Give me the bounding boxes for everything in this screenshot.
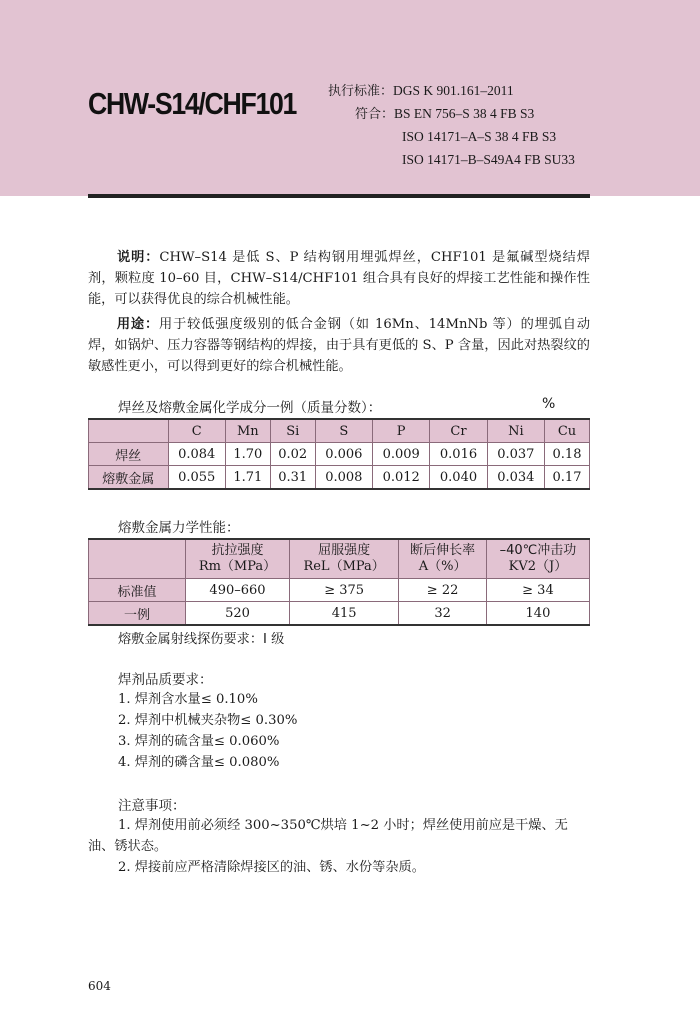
row-label: 熔敷金属 [89,466,169,490]
header-rule [88,194,590,198]
table-row [89,579,590,602]
table-header-cell: Ni [487,419,544,443]
note-text: 2. 焊接前应严格清除焊接区的油、锈、水份等杂质。 [118,860,425,875]
standards-block [328,80,575,172]
table-header-cell: Mn [225,419,270,443]
table-corner-cell [89,539,186,579]
list-item: 1. 焊剂含水量≤ 0.10% [118,692,258,707]
table-header-cell [486,539,589,579]
header-unit: Rm（MPa） [198,559,277,574]
description-label: 说明： [116,250,160,265]
table-cell: 0.084 [168,443,225,466]
conform-value: ISO 14171–A–S 38 4 FB S3 [402,129,557,144]
chem-unit: % [542,396,556,412]
notes-list [88,815,590,878]
table-cell: ≥ 22 [399,579,487,602]
table-cell: 0.008 [315,466,372,490]
row-label: 一例 [89,602,186,626]
description-text: CHW–S14 是低 S、P 结构钢用埋弧焊丝，CHF101 是氟碱型烧结焊剂，颗粒度 10–60 目，CHW–S14/CHF101 组合具有良好的焊接工艺性能和操作性能，可以获得优良的综合机械性能。 [88,250,590,307]
table-cell: 0.012 [373,466,430,490]
standard-value: DGS K 901.161–2011 [393,83,514,98]
header-cn: 抗拉强度 [211,543,264,558]
row-label: 标准值 [89,579,186,602]
header-cn: –40℃冲击功 [499,543,577,558]
flux-list [118,689,297,773]
table-header-cell [289,539,398,579]
conform-value: ISO 14171–B–S49A4 FB SU33 [402,152,575,167]
header-unit: KV2（J） [508,559,568,574]
table-header-cell: C [168,419,225,443]
table-header-cell [186,539,290,579]
list-item: 2. 焊剂中机械夹杂物≤ 0.30% [118,713,298,728]
table-cell: 0.17 [545,466,590,490]
header-unit: ReL（MPa） [303,559,385,574]
table-row [89,602,590,626]
mech-table [88,538,590,626]
header-cn: 屈服强度 [318,543,371,558]
table-header-row [89,539,590,579]
list-item: 3. 焊剂的硫含量≤ 0.060% [118,734,280,749]
conform-value: BS EN 756–S 38 4 FB S3 [394,106,535,121]
table-cell: 0.040 [430,466,487,490]
description-paragraph [88,247,590,310]
chem-table [88,418,590,490]
note-text: 1. 焊剂使用前必须经 300~350℃烘培 1~2 小时；焊丝使用前应是干燥、无油、锈状态。 [88,818,568,854]
header-unit: A（%） [418,559,467,574]
table-header-cell: P [373,419,430,443]
table-cell: 0.009 [373,443,430,466]
table-header-cell [399,539,487,579]
table-row [89,443,590,466]
notes-title: 注意事项： [118,798,186,814]
table-cell: 140 [486,602,589,626]
usage-paragraph [88,314,590,377]
table-cell: ≥ 34 [486,579,589,602]
table-header-cell: Cr [430,419,487,443]
table-cell: 1.71 [225,466,270,490]
table-header-cell: Si [270,419,315,443]
table-cell: ≥ 375 [289,579,398,602]
table-cell: 0.016 [430,443,487,466]
table-corner-cell [89,419,169,443]
table-cell: 490–660 [186,579,290,602]
list-item [88,857,590,878]
table-cell: 0.055 [168,466,225,490]
chem-table-title: 焊丝及熔敷金属化学成分一例（质量分数）： [118,400,382,416]
table-header-cell: S [315,419,372,443]
table-cell: 0.006 [315,443,372,466]
table-cell: 0.18 [545,443,590,466]
table-cell: 415 [289,602,398,626]
standard-label: 执行标准： [328,84,394,99]
product-title: CHW-S14/CHF101 [88,86,297,121]
list-item: 4. 焊剂的磷含量≤ 0.080% [118,755,280,770]
mech-table-title: 熔敷金属力学性能： [118,520,240,536]
radiography-note: 熔敷金属射线探伤要求：I 级 [118,632,285,647]
conform-label: 符合： [355,107,395,122]
table-cell: 1.70 [225,443,270,466]
list-item [88,815,590,857]
usage-text: 用于较低强度级别的低合金钢（如 16Mn、14MnNb 等）的埋弧自动焊，如锅炉、压力容器等钢结构的焊接，由于具有更低的 S、P 含量，因此对热裂纹的敏感性更小，可以得到更好的综合机械性能。 [88,317,591,374]
flux-title: 焊剂品质要求： [118,672,213,688]
table-header-cell: Cu [545,419,590,443]
table-row [89,466,590,490]
table-header-row [89,419,590,443]
table-cell: 32 [399,602,487,626]
table-cell: 0.037 [487,443,544,466]
usage-label: 用途： [116,317,160,332]
row-label: 焊丝 [89,443,169,466]
table-cell: 0.31 [270,466,315,490]
header-cn: 断后伸长率 [410,543,476,558]
table-cell: 0.034 [487,466,544,490]
page-number: 604 [88,979,111,993]
table-cell: 520 [186,602,290,626]
table-cell: 0.02 [270,443,315,466]
